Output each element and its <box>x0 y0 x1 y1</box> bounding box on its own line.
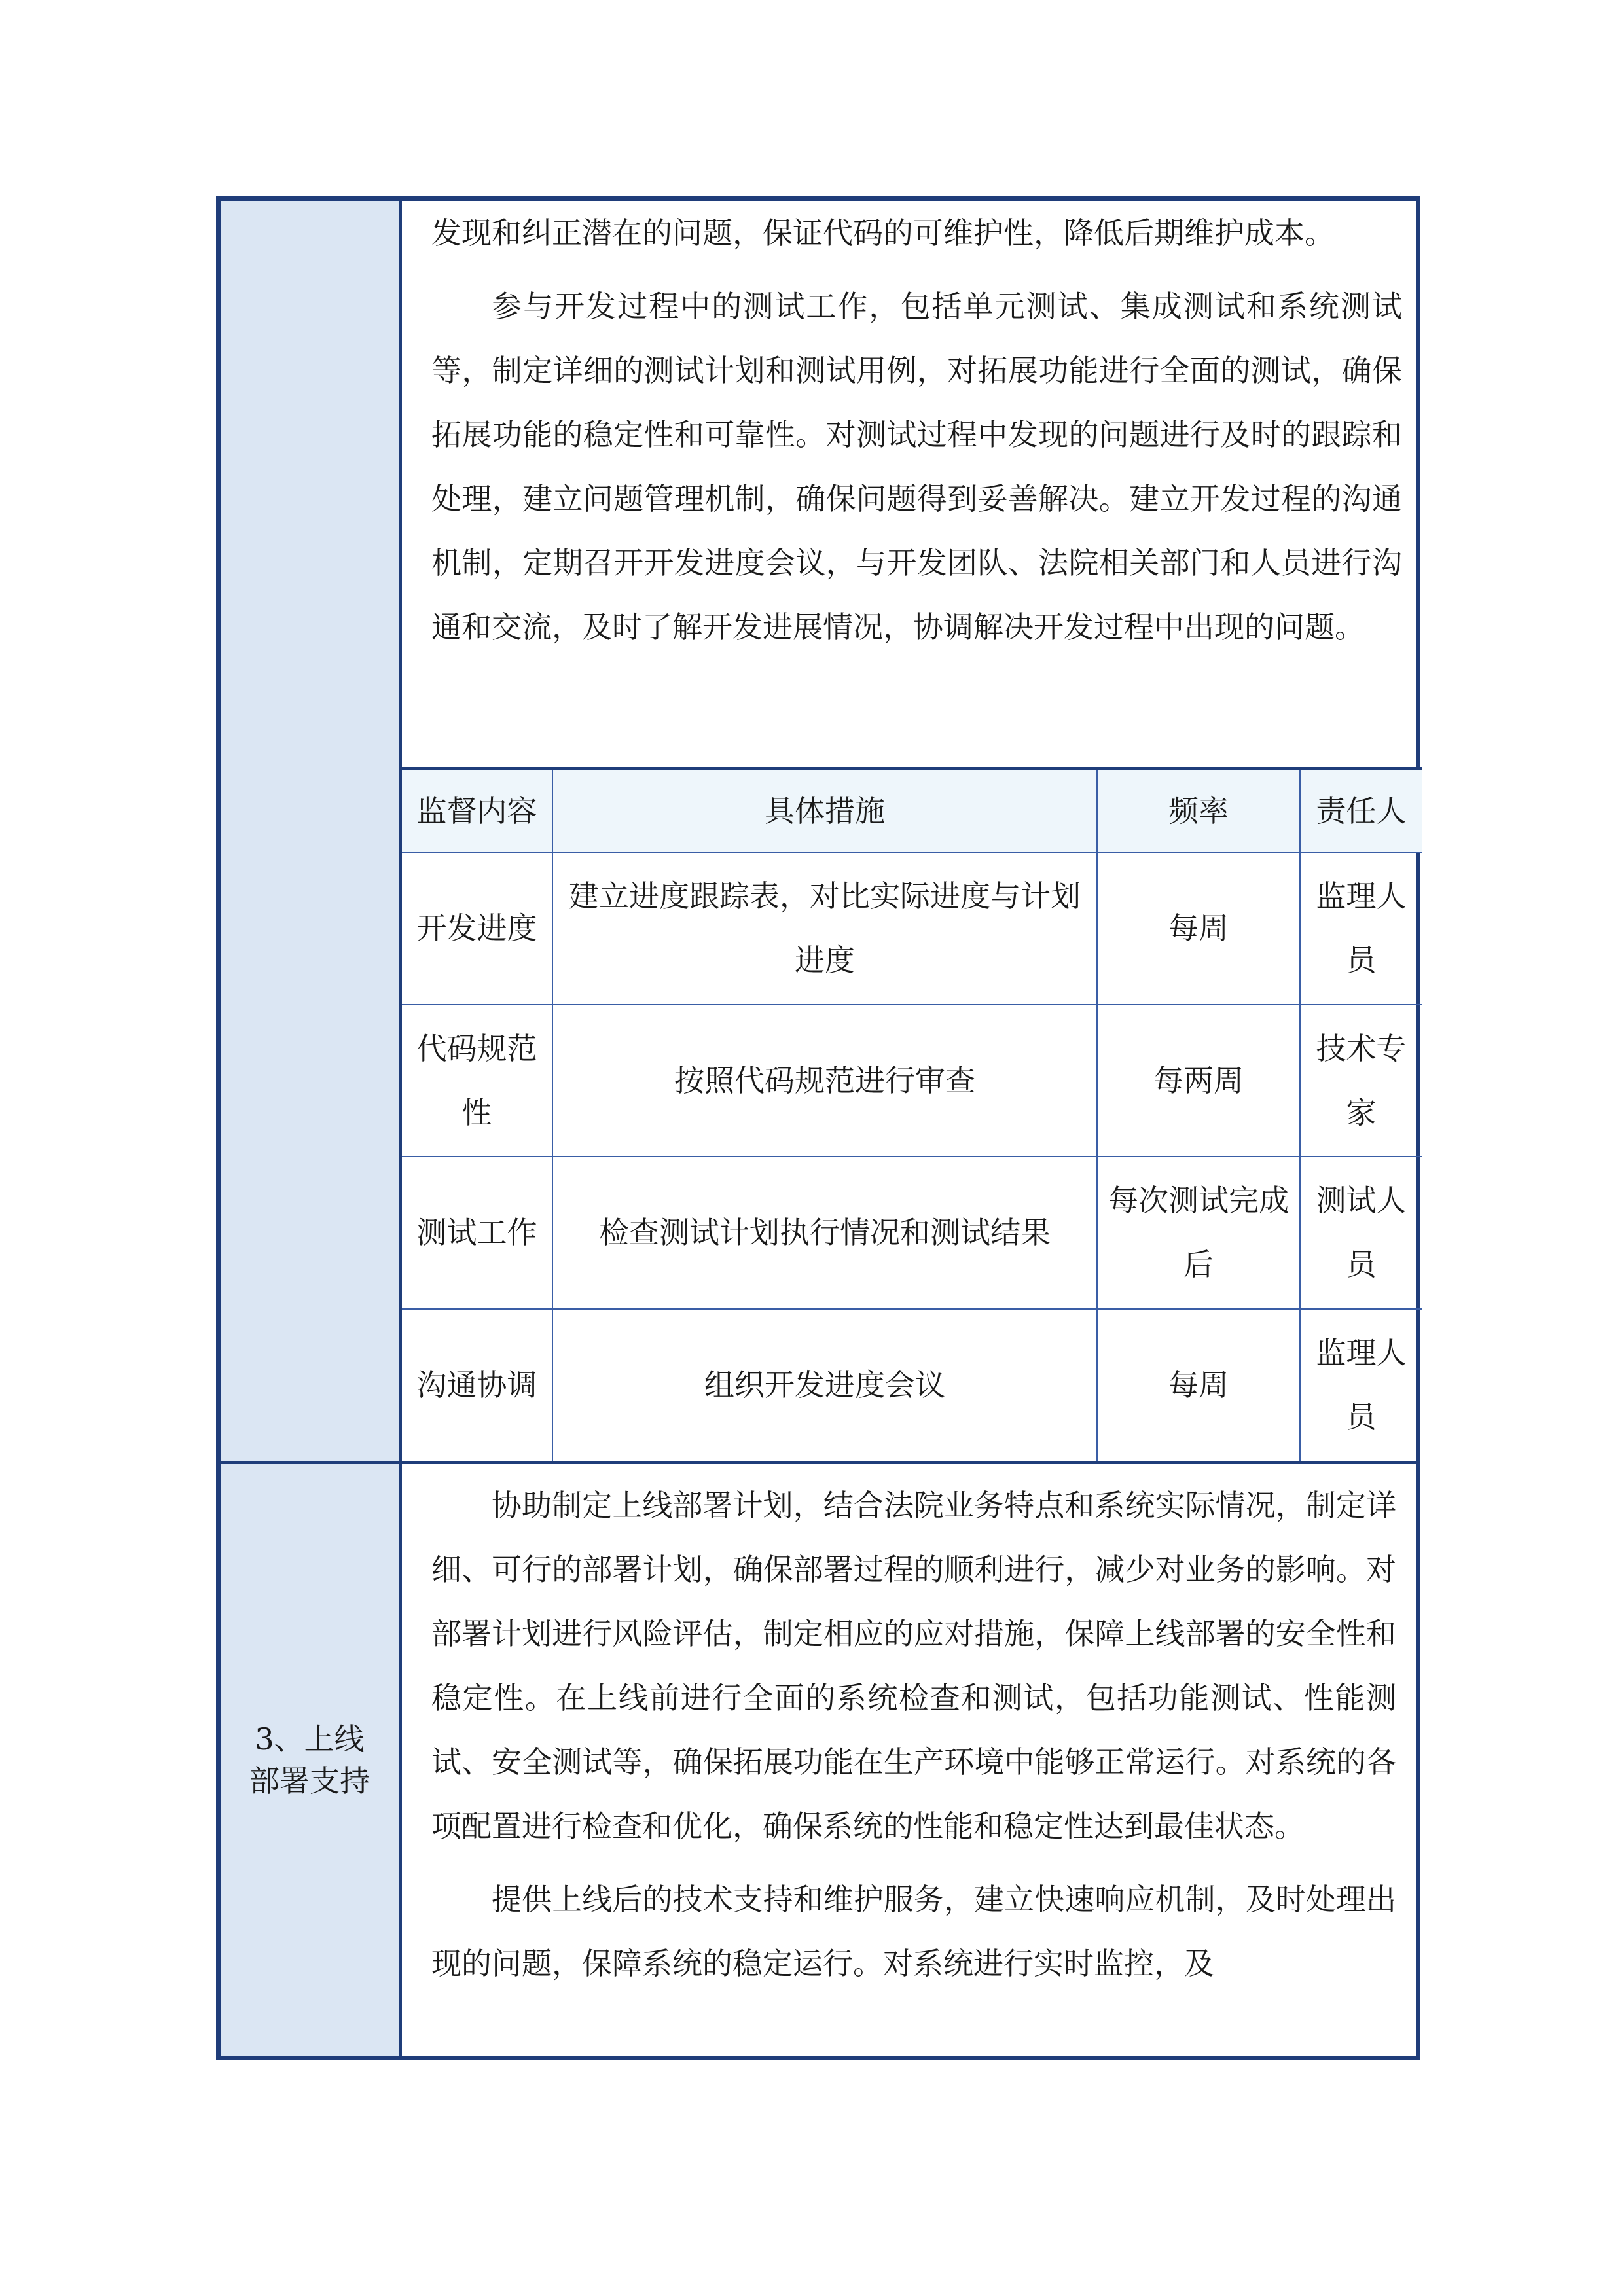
cell-frequency: 每次测试完成后 <box>1097 1157 1300 1309</box>
cell-content: 沟通协调 <box>402 1309 552 1462</box>
paragraph-post-launch-support: 提供上线后的技术支持和维护服务，建立快速响应机制，及时处理出现的问题，保障系统的稳定运行。对系统进行实时监控，及 <box>431 1882 1396 1981</box>
cell-frequency: 每两周 <box>1097 1005 1300 1157</box>
table-row <box>402 852 1422 1005</box>
table-row <box>402 1157 1422 1309</box>
section-label-cell <box>221 1464 402 2056</box>
cell-responsible: 监理人员 <box>1300 1309 1422 1462</box>
table-row <box>402 1005 1422 1157</box>
cell-responsible: 技术专家 <box>1300 1005 1422 1157</box>
cell-content: 代码规范性 <box>402 1005 552 1157</box>
cell-measures: 组织开发进度会议 <box>552 1309 1097 1462</box>
paragraph-testing: 参与开发过程中的测试工作，包括单元测试、集成测试和系统测试等，制定详细的测试计划和测试用例，对拓展功能进行全面的测试，确保拓展功能的稳定性和可靠性。对测试过程中发现的问题进行及时的跟踪和处理，建立问题管理机制，确保问题得到妥善解决。建立开发过程的沟通机制，定期召开开发进度会议，与开发团队、法院相关部门和人员进行沟通和交流，及时了解开发进展情况，协调解决开发过程中出现的问题。 <box>431 289 1402 645</box>
cell-responsible: 测试人员 <box>1300 1157 1422 1309</box>
deployment-content-cell <box>402 1464 1416 2056</box>
development-text-block <box>402 201 1422 770</box>
table-row <box>402 1309 1422 1462</box>
cell-content: 开发进度 <box>402 852 552 1005</box>
section-label-deployment: 3、上线部署支持 <box>249 1721 370 1799</box>
cell-measures: 检查测试计划执行情况和测试结果 <box>552 1157 1097 1309</box>
cell-frequency: 每周 <box>1097 852 1300 1005</box>
header-measures: 具体措施 <box>552 770 1097 852</box>
paragraph-deployment-plan: 协助制定上线部署计划，结合法院业务特点和系统实际情况，制定详细、可行的部署计划，确保部署过程的顺利进行，减少对业务的影响。对部署计划进行风险评估，制定相应的应对措施，保障上线部署的安全性和稳定性。在上线前进行全面的系统检查和测试，包括功能测试、性能测试、安全测试等，确保拓展功能在生产环境中能够正常运行。对系统的各项配置进行检查和优化，确保系统的性能和稳定性达到最佳状态。 <box>431 1488 1396 1844</box>
supervision-table <box>402 770 1422 1461</box>
table-row-deployment <box>221 1464 1416 2056</box>
section-content-cell <box>402 201 1422 1461</box>
cell-measures: 按照代码规范进行审查 <box>552 1005 1097 1157</box>
supervision-table-header-row <box>402 770 1422 852</box>
cell-measures: 建立进度跟踪表，对比实际进度与计划进度 <box>552 852 1097 1005</box>
content-table <box>216 196 1420 2060</box>
paragraph-continuation: 发现和纠正潜在的问题，保证代码的可维护性，降低后期维护成本。 <box>431 215 1335 251</box>
header-content: 监督内容 <box>402 770 552 852</box>
cell-frequency: 每周 <box>1097 1309 1300 1462</box>
cell-content: 测试工作 <box>402 1157 552 1309</box>
section-label-cell-empty <box>221 201 402 1461</box>
header-frequency: 频率 <box>1097 770 1300 852</box>
cell-responsible: 监理人员 <box>1300 852 1422 1005</box>
header-responsible: 责任人 <box>1300 770 1422 852</box>
table-row-development <box>221 201 1416 1464</box>
